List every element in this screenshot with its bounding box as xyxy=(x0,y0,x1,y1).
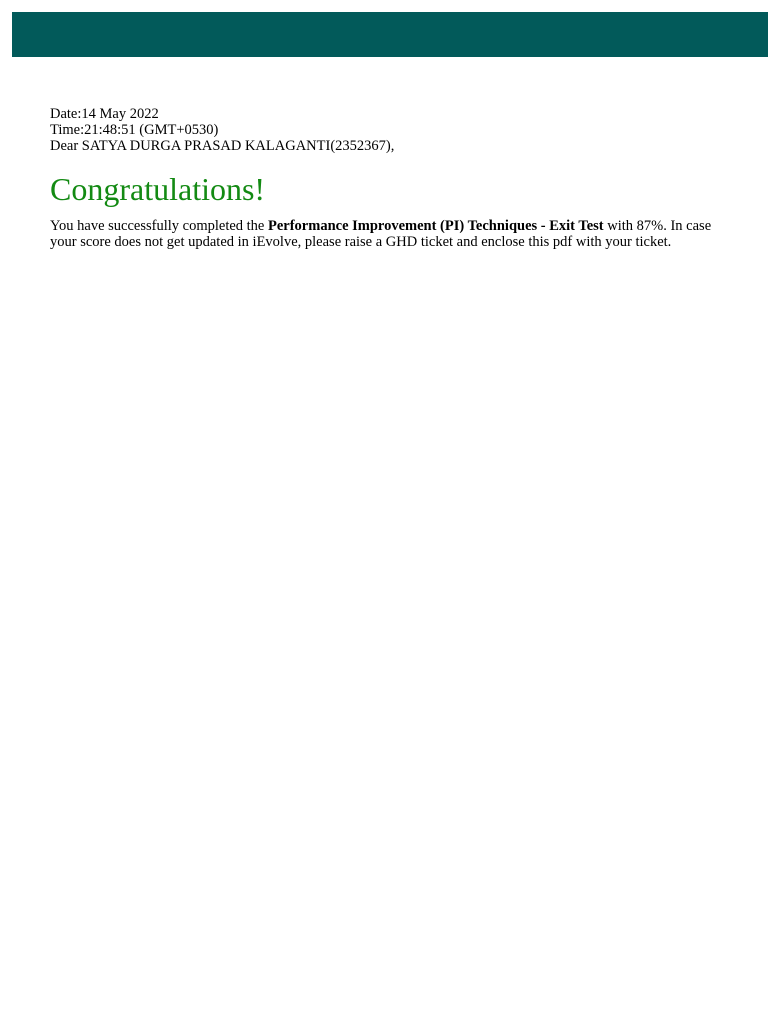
greeting-line: Dear SATYA DURGA PRASAD KALAGANTI(2352367), xyxy=(50,138,395,154)
message-suffix: with 87%. In case your score does not get updated in iEvolve, please raise a GHD ticket and enclose this pdf with your ticket. xyxy=(50,218,712,250)
certificate-content xyxy=(50,106,730,250)
header-bar xyxy=(12,12,768,57)
test-name: Performance Improvement (PI) Techniques - Exit Test xyxy=(268,218,604,234)
message-prefix: You have successfully completed the xyxy=(50,218,268,234)
completion-message xyxy=(50,218,730,250)
time-line: Time:21:48:51 (GMT+0530) xyxy=(50,122,219,138)
date-line: Date:14 May 2022 xyxy=(50,106,159,122)
congratulations-heading: Congratulations! xyxy=(50,171,266,207)
